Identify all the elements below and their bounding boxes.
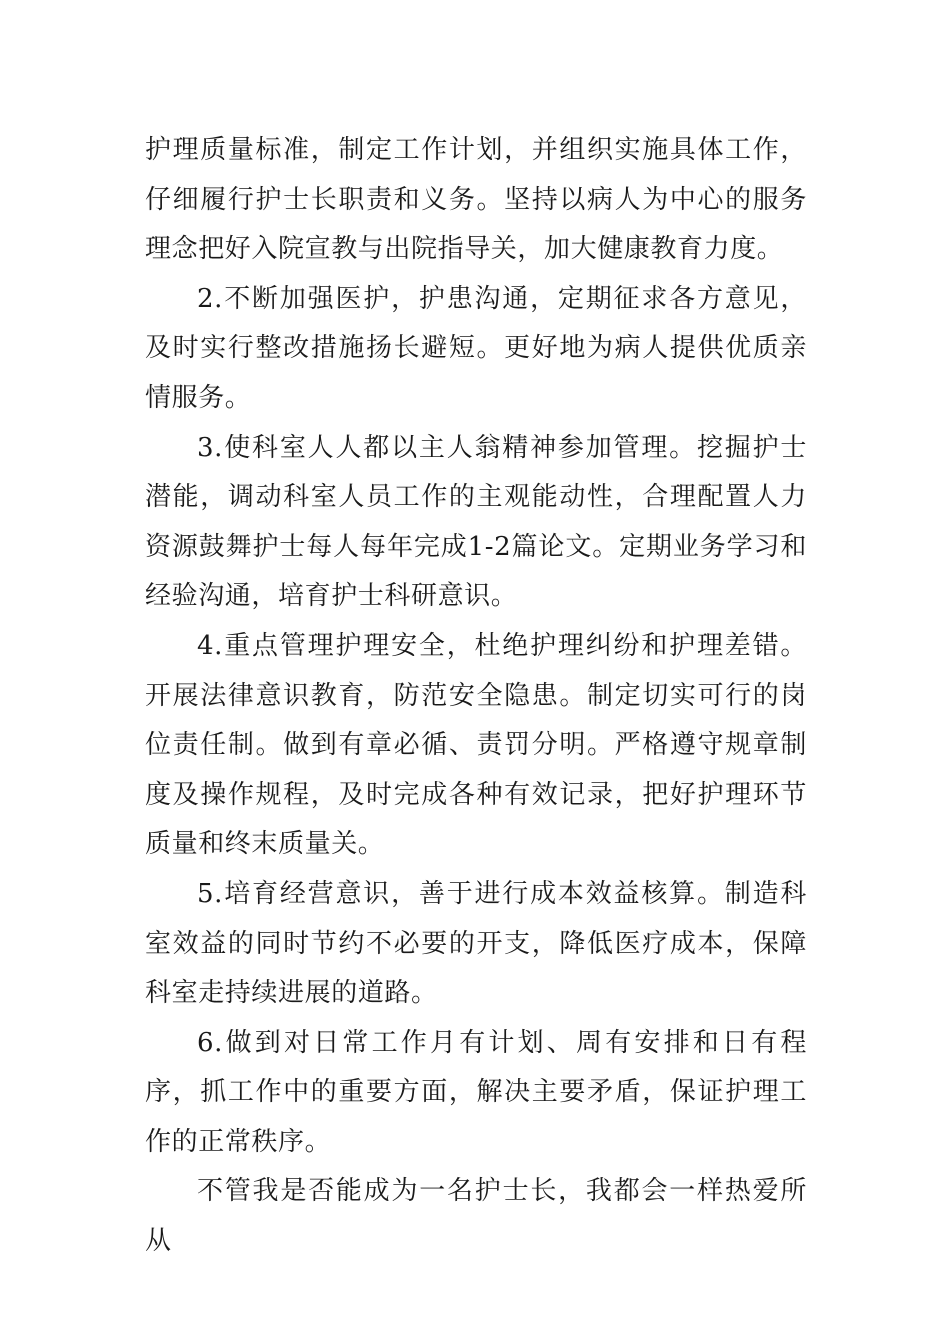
document-body (145, 126, 807, 1267)
paragraph-item-2: 2.不断加强医护，护患沟通，定期征求各方意见，及时实行整改措施扬长避短。更好地为病人提供优质亲情服务。 (145, 283, 807, 413)
paragraph-item-3: 3.使科室人人都以主人翁精神参加管理。挖掘护士潜能，调动科室人员工作的主观能动性，合理配置人力资源鼓舞护士每人每年完成1-2篇论文。定期业务学习和经验沟通，培育护士科研意识。 (145, 432, 807, 612)
paragraph-item-5: 5.培育经营意识，善于进行成本效益核算。制造科室效益的同时节约不必要的开支，降低医疗成本，保障科室走持续进展的道路。 (145, 878, 807, 1009)
paragraph-closing: 不管我是否能成为一名护士长，我都会一样热爱所从 (145, 1176, 807, 1257)
paragraph-item-4: 4.重点管理护理安全，杜绝护理纠纷和护理差错。开展法律意识教育，防范安全隐患。制定切实可行的岗位责任制。做到有章必循、责罚分明。严格遵守规章制度及操作规程，及时完成各种有效记录，把好护理环节质量和终末质量关。 (145, 630, 807, 860)
paragraph-continuation: 护理质量标准，制定工作计划，并组织实施具体工作，仔细履行护士长职责和义务。坚持以病人为中心的服务理念把好入院宣教与出院指导关，加大健康教育力度。 (145, 135, 807, 265)
paragraph-item-6: 6.做到对日常工作月有计划、周有安排和日有程序，抓工作中的重要方面，解决主要矛盾，保证护理工作的正常秩序。 (145, 1027, 807, 1157)
